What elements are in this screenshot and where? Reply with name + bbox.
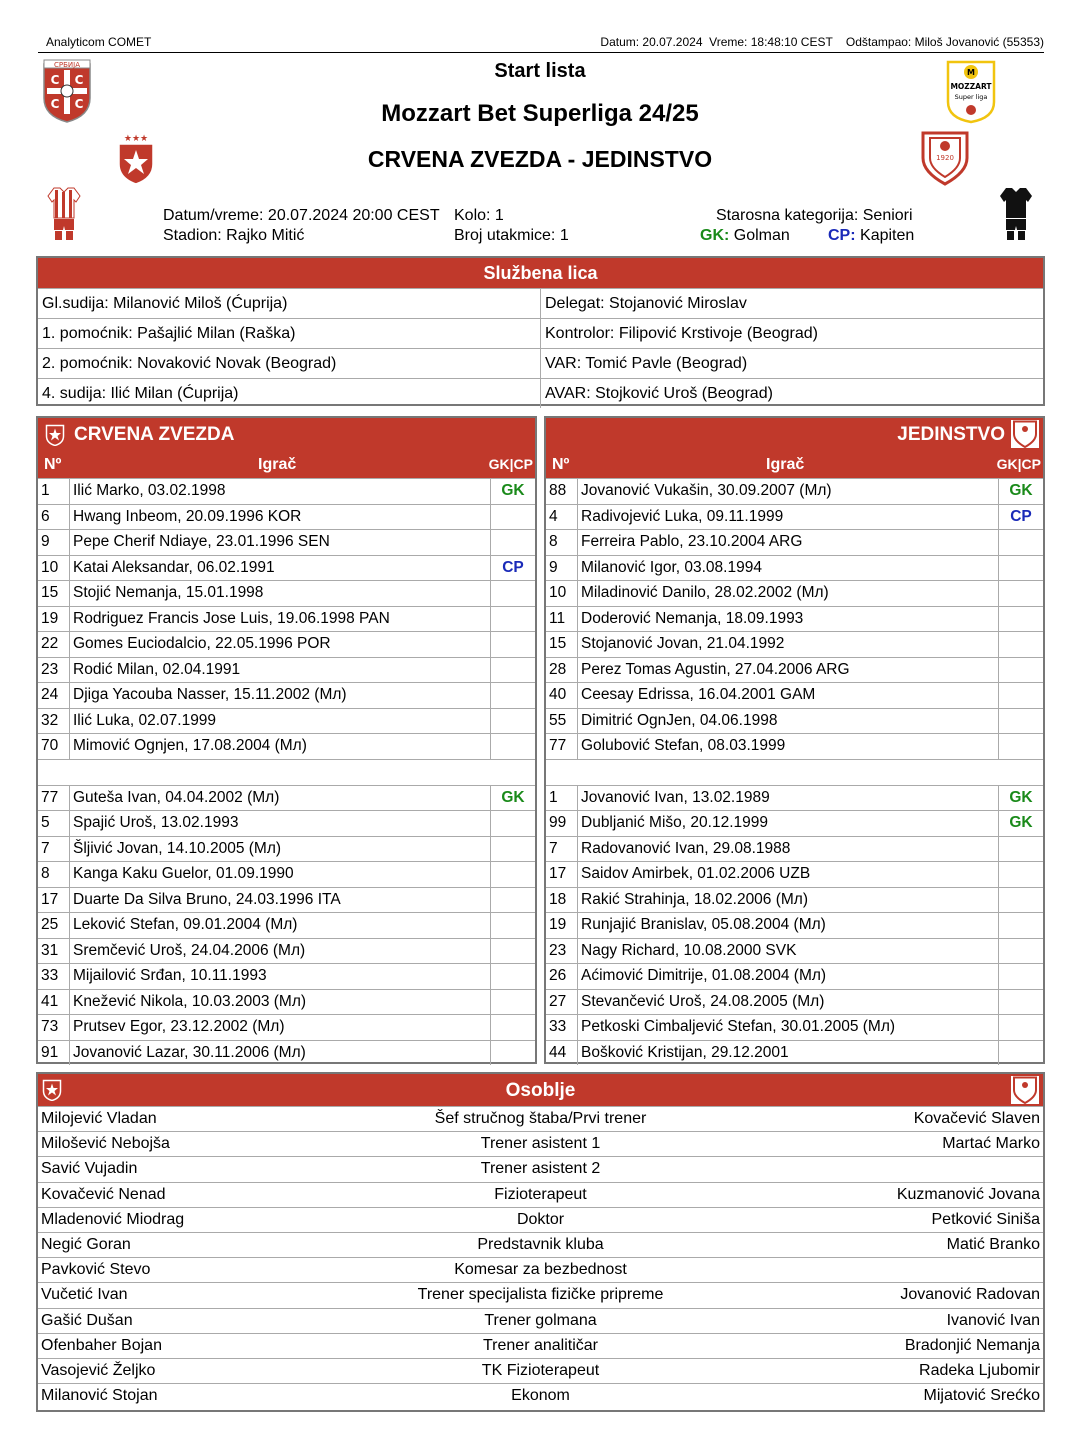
player-number: 99 xyxy=(546,811,578,837)
staff-role: Predstavnik kluba xyxy=(370,1232,712,1257)
player-name: Bošković Kristijan, 29.12.2001 xyxy=(578,1040,999,1065)
away-staff-name: Radeka Ljubomir xyxy=(711,1358,1043,1383)
player-number: 8 xyxy=(546,530,578,556)
staff-title: Osoblje xyxy=(505,1080,576,1101)
official-referee-cell: 4. sudija: Ilić Milan (Ćuprija) xyxy=(38,379,541,408)
match-round: Kolo: 1 xyxy=(454,207,504,224)
official-supervisor-cell: VAR: Tomić Pavle (Beograd) xyxy=(545,355,748,372)
away-staff-name: Ivanović Ivan xyxy=(711,1308,1043,1333)
home-staff-name: Gašić Dušan xyxy=(38,1308,370,1333)
player-number: 4 xyxy=(546,504,578,530)
player-name: Ilić Luka, 02.07.1999 xyxy=(70,708,491,734)
player-role-badge xyxy=(999,1040,1044,1065)
staff-role: Trener asistent 1 xyxy=(370,1132,712,1157)
player-row xyxy=(546,504,1043,530)
player-role-badge xyxy=(491,862,536,888)
player-row xyxy=(38,913,535,939)
staff-role: Trener analitičar xyxy=(370,1333,712,1358)
competition-title: Mozzart Bet Superliga 24/25 xyxy=(381,100,699,127)
player-role-badge xyxy=(491,1040,536,1065)
player-row xyxy=(38,785,535,811)
player-role-badge xyxy=(491,606,536,632)
player-row xyxy=(38,530,535,556)
cp-legend-label: Kapiten xyxy=(860,227,915,244)
player-row xyxy=(38,657,535,683)
home-team-crest-icon xyxy=(44,424,66,446)
player-number: 9 xyxy=(38,530,70,556)
crvena-zvezda-crest xyxy=(116,132,156,186)
player-name: Pepe Cherif Ndiaye, 23.01.1996 SEN xyxy=(70,530,491,556)
gk-legend xyxy=(700,226,790,246)
home-col-player: Igrač xyxy=(258,456,297,473)
official-supervisor-cell: Delegat: Stojanović Miroslav xyxy=(545,295,747,312)
player-role-badge xyxy=(999,683,1044,709)
svg-text:C: C xyxy=(50,73,60,87)
player-row xyxy=(38,606,535,632)
player-number: 15 xyxy=(38,581,70,607)
sponsor-name: MOZZART xyxy=(950,82,992,91)
player-number: 55 xyxy=(546,708,578,734)
staff-row xyxy=(38,1308,1043,1333)
player-row xyxy=(546,683,1043,709)
officials-row xyxy=(38,288,1043,318)
player-row xyxy=(546,785,1043,811)
player-row xyxy=(38,479,535,505)
away-col-role: GK|CP xyxy=(996,456,1041,472)
player-role-badge xyxy=(999,913,1044,939)
player-number: 33 xyxy=(546,1015,578,1041)
player-role-badge xyxy=(491,657,536,683)
player-name: Miladinović Danilo, 28.02.2002 (Mл) xyxy=(578,581,999,607)
player-row xyxy=(546,938,1043,964)
player-name: Spajić Uroš, 13.02.1993 xyxy=(70,811,491,837)
staff-header xyxy=(38,1074,1043,1106)
player-role-badge: GK xyxy=(491,479,536,505)
player-number: 77 xyxy=(38,785,70,811)
player-number: 70 xyxy=(38,734,70,760)
player-number: 18 xyxy=(546,887,578,913)
player-name: Rakić Strahinja, 18.02.2006 (Mл) xyxy=(578,887,999,913)
player-role-badge xyxy=(999,657,1044,683)
player-number: 19 xyxy=(38,606,70,632)
player-number: 91 xyxy=(38,1040,70,1065)
player-role-badge xyxy=(999,938,1044,964)
staff-row xyxy=(38,1107,1043,1132)
player-row xyxy=(38,504,535,530)
player-role-badge xyxy=(491,836,536,862)
player-number: 44 xyxy=(546,1040,578,1065)
staff-row xyxy=(38,1182,1043,1207)
bench-separator xyxy=(546,759,1043,785)
player-number: 22 xyxy=(38,632,70,658)
officials-row xyxy=(38,318,1043,348)
sponsor-league: Super liga xyxy=(954,93,988,101)
match-title: CRVENA ZVEZDA - JEDINSTVO xyxy=(367,146,713,172)
player-row xyxy=(38,555,535,581)
player-name: Prutsev Egor, 23.12.2002 (Mл) xyxy=(70,1015,491,1041)
player-role-badge xyxy=(491,581,536,607)
home-team-header xyxy=(38,418,535,478)
away-staff-name xyxy=(711,1258,1043,1283)
staff-home-crest-icon xyxy=(42,1079,62,1101)
player-role-badge: GK xyxy=(999,811,1044,837)
match-number: Broj utakmice: 1 xyxy=(454,227,569,244)
player-number: 5 xyxy=(38,811,70,837)
player-number: 23 xyxy=(546,938,578,964)
player-name: Sremčević Uroš, 24.04.2006 (Mл) xyxy=(70,938,491,964)
match-datetime: Datum/vreme: 20.07.2024 20:00 CEST xyxy=(163,207,440,224)
home-staff-name: Milojević Vladan xyxy=(38,1107,370,1132)
away-staff-name: Jovanović Radovan xyxy=(711,1283,1043,1308)
player-row xyxy=(546,1015,1043,1041)
officials-header: Službena lica xyxy=(38,258,1043,288)
home-staff-name: Pavković Stevo xyxy=(38,1258,370,1283)
player-name: Hwang Inbeom, 20.09.1996 KOR xyxy=(70,504,491,530)
player-number: 10 xyxy=(38,555,70,581)
player-number: 11 xyxy=(546,606,578,632)
player-role-badge: CP xyxy=(491,555,536,581)
home-staff-name: Savić Vujadin xyxy=(38,1157,370,1182)
player-name: Šljivić Jovan, 14.10.2005 (Mл) xyxy=(70,836,491,862)
staff-role: Doktor xyxy=(370,1207,712,1232)
player-row xyxy=(546,964,1043,990)
player-name: Nagy Richard, 10.08.2000 SVK xyxy=(578,938,999,964)
player-name: Jovanović Ivan, 13.02.1989 xyxy=(578,785,999,811)
player-number: 26 xyxy=(546,964,578,990)
player-role-badge xyxy=(999,836,1044,862)
away-staff-name: Kuzmanović Jovana xyxy=(711,1182,1043,1207)
player-number: 88 xyxy=(546,479,578,505)
age-category: Starosna kategorija: Seniori xyxy=(716,207,913,224)
player-row xyxy=(546,887,1043,913)
player-number: 32 xyxy=(38,708,70,734)
away-col-player: Igrač xyxy=(766,456,805,473)
player-number: 28 xyxy=(546,657,578,683)
staff-row xyxy=(38,1283,1043,1308)
away-team-name: JEDINSTVO xyxy=(897,424,1005,445)
player-row xyxy=(546,555,1043,581)
player-role-badge xyxy=(491,530,536,556)
svg-text:M: M xyxy=(967,68,975,77)
staff-role: Ekonom xyxy=(370,1384,712,1409)
cp-legend-abbr: CP: xyxy=(828,227,856,244)
player-name: Aćimović Dimitrije, 01.08.2004 (Mл) xyxy=(578,964,999,990)
player-row xyxy=(546,581,1043,607)
player-row xyxy=(546,657,1043,683)
player-name: Rodriguez Francis Jose Luis, 19.06.1998 PAN xyxy=(70,606,491,632)
official-supervisor-cell: AVAR: Stojković Uroš (Beograd) xyxy=(545,385,773,402)
staff-row xyxy=(38,1157,1043,1182)
player-number: 15 xyxy=(546,632,578,658)
player-row xyxy=(38,887,535,913)
player-role-badge xyxy=(999,989,1044,1015)
player-name: Jovanović Lazar, 30.11.2006 (Mл) xyxy=(70,1040,491,1065)
player-number: 7 xyxy=(38,836,70,862)
player-name: Ferreira Pablo, 23.10.2004 ARG xyxy=(578,530,999,556)
player-role-badge xyxy=(999,734,1044,760)
player-row xyxy=(38,862,535,888)
player-name: Ilić Marko, 03.02.1998 xyxy=(70,479,491,505)
svg-text:C: C xyxy=(50,97,60,111)
player-row xyxy=(38,708,535,734)
staff-role: Trener specijalista fizičke pripreme xyxy=(370,1283,712,1308)
away-staff-name: Bradonjić Nemanja xyxy=(711,1333,1043,1358)
official-referee-cell: 1. pomoćnik: Pašajlić Milan (Raška) xyxy=(38,319,541,348)
player-name: Dubljanić Mišo, 20.12.1999 xyxy=(578,811,999,837)
staff-row xyxy=(38,1384,1043,1409)
player-row xyxy=(38,989,535,1015)
player-number: 7 xyxy=(546,836,578,862)
home-col-role: GK|CP xyxy=(488,456,533,472)
player-name: Petkoski Cimbaljević Stefan, 30.01.2005 (Mл) xyxy=(578,1015,999,1041)
player-number: 8 xyxy=(38,862,70,888)
player-row xyxy=(546,913,1043,939)
system-name: Analyticom COMET xyxy=(46,35,152,49)
player-row xyxy=(546,811,1043,837)
player-name: Saidov Amirbek, 01.02.2006 UZB xyxy=(578,862,999,888)
svg-text:C: C xyxy=(74,73,84,87)
player-name: Kanga Kaku Guelor, 01.09.1990 xyxy=(70,862,491,888)
officials-row xyxy=(38,378,1043,408)
player-role-badge xyxy=(491,504,536,530)
player-name: Perez Tomas Agustin, 27.04.2006 ARG xyxy=(578,657,999,683)
player-row xyxy=(546,632,1043,658)
player-role-badge xyxy=(999,887,1044,913)
player-number: 23 xyxy=(38,657,70,683)
player-row xyxy=(546,530,1043,556)
player-row xyxy=(38,836,535,862)
player-name: Milanović Igor, 03.08.1994 xyxy=(578,555,999,581)
staff-role: Šef stručnog štaba/Prvi trener xyxy=(370,1107,712,1132)
player-name: Duarte Da Silva Bruno, 24.03.1996 ITA xyxy=(70,887,491,913)
away-kit-icon xyxy=(998,186,1034,242)
staff-row xyxy=(38,1358,1043,1383)
player-role-badge xyxy=(491,964,536,990)
player-role-badge xyxy=(491,1015,536,1041)
jedinstvo-crest xyxy=(920,130,970,186)
player-role-badge: GK xyxy=(999,785,1044,811)
player-row xyxy=(38,811,535,837)
player-role-badge xyxy=(999,606,1044,632)
player-number: 1 xyxy=(38,479,70,505)
player-number: 77 xyxy=(546,734,578,760)
staff-table xyxy=(36,1072,1045,1412)
player-number: 17 xyxy=(546,862,578,888)
player-number: 9 xyxy=(546,555,578,581)
official-supervisor-cell: Kontrolor: Filipović Krstivoje (Beograd) xyxy=(545,325,818,342)
player-role-badge: CP xyxy=(999,504,1044,530)
away-team-crest-icon xyxy=(1011,420,1039,448)
player-role-badge: GK xyxy=(999,479,1044,505)
player-role-badge xyxy=(491,734,536,760)
player-number: 1 xyxy=(546,785,578,811)
away-staff-name: Kovačević Slaven xyxy=(711,1107,1043,1132)
home-staff-name: Mladenović Miodrag xyxy=(38,1207,370,1232)
player-role-badge xyxy=(999,708,1044,734)
player-row xyxy=(38,581,535,607)
player-number: 17 xyxy=(38,887,70,913)
staff-row xyxy=(38,1232,1043,1257)
staff-role: Komesar za bezbednost xyxy=(370,1258,712,1283)
officials-row xyxy=(38,348,1043,378)
home-staff-name: Vasojević Željko xyxy=(38,1358,370,1383)
player-number: 10 xyxy=(546,581,578,607)
home-staff-name: Negić Goran xyxy=(38,1232,370,1257)
player-number: 19 xyxy=(546,913,578,939)
player-name: Radivojević Luka, 09.11.1999 xyxy=(578,504,999,530)
player-row xyxy=(38,734,535,760)
player-role-badge xyxy=(999,581,1044,607)
player-row xyxy=(546,606,1043,632)
player-number: 31 xyxy=(38,938,70,964)
player-name: Knežević Nikola, 10.03.2003 (Mл) xyxy=(70,989,491,1015)
player-name: Gomes Euciodalcio, 22.05.1996 POR xyxy=(70,632,491,658)
print-meta-bar xyxy=(38,34,1044,53)
player-name: Radovanović Ivan, 29.08.1988 xyxy=(578,836,999,862)
away-team-table xyxy=(544,416,1045,1064)
player-number: 27 xyxy=(546,989,578,1015)
player-name: Doderović Nemanja, 18.09.1993 xyxy=(578,606,999,632)
player-role-badge xyxy=(491,811,536,837)
player-role-badge xyxy=(491,683,536,709)
player-row xyxy=(38,964,535,990)
staff-row xyxy=(38,1132,1043,1157)
player-row xyxy=(546,989,1043,1015)
player-number: 41 xyxy=(38,989,70,1015)
player-name: Jovanović Vukašin, 30.09.2007 (Mл) xyxy=(578,479,999,505)
player-row xyxy=(546,479,1043,505)
home-staff-name: Ofenbaher Bojan xyxy=(38,1333,370,1358)
away-col-no: Nº xyxy=(552,456,570,473)
player-name: Mimović Ognjen, 17.08.2004 (Mл) xyxy=(70,734,491,760)
staff-row xyxy=(38,1333,1043,1358)
player-number: 73 xyxy=(38,1015,70,1041)
player-name: Mijailović Srđan, 10.11.1993 xyxy=(70,964,491,990)
player-row xyxy=(546,1040,1043,1065)
home-kit-icon xyxy=(46,186,82,242)
home-staff-name: Milošević Nebojša xyxy=(38,1132,370,1157)
cp-legend xyxy=(828,226,914,246)
svg-text:★★★: ★★★ xyxy=(123,134,149,144)
home-col-no: Nº xyxy=(44,456,62,473)
player-role-badge xyxy=(999,964,1044,990)
home-team-name: CRVENA ZVEZDA xyxy=(74,424,235,445)
player-name: Leković Stefan, 09.01.2004 (Mл) xyxy=(70,913,491,939)
player-role-badge xyxy=(999,530,1044,556)
player-name: Dimitrić OgnJen, 04.06.1998 xyxy=(578,708,999,734)
player-number: 24 xyxy=(38,683,70,709)
player-row xyxy=(38,1040,535,1065)
home-team-table xyxy=(36,416,537,1064)
player-name: Guteša Ivan, 04.04.2002 (Mл) xyxy=(70,785,491,811)
player-role-badge xyxy=(491,632,536,658)
staff-role: TK Fizioterapeut xyxy=(370,1358,712,1383)
player-name: Djiga Yacouba Nasser, 15.11.2002 (Mл) xyxy=(70,683,491,709)
jedinstvo-year: 1920 xyxy=(936,154,954,162)
player-role-badge xyxy=(999,862,1044,888)
fss-logo-text: СРБИЈА xyxy=(53,61,81,69)
officials-table xyxy=(36,256,1045,406)
away-staff-name: Matić Branko xyxy=(711,1232,1043,1257)
player-role-badge xyxy=(491,887,536,913)
player-row xyxy=(546,862,1043,888)
player-name: Stojić Nemanja, 15.01.1998 xyxy=(70,581,491,607)
away-staff-name: Mijatović Srećko xyxy=(711,1384,1043,1409)
player-row xyxy=(546,708,1043,734)
player-row xyxy=(546,836,1043,862)
player-role-badge xyxy=(491,989,536,1015)
away-team-header xyxy=(546,418,1043,478)
away-staff-name: Martać Marko xyxy=(711,1132,1043,1157)
player-number: 40 xyxy=(546,683,578,709)
gk-legend-abbr: GK: xyxy=(700,227,730,244)
player-name: Runjajić Branislav, 05.08.2004 (Mл) xyxy=(578,913,999,939)
staff-role: Fizioterapeut xyxy=(370,1182,712,1207)
player-name: Golubović Stefan, 08.03.1999 xyxy=(578,734,999,760)
player-row xyxy=(38,632,535,658)
player-name: Katai Aleksandar, 06.02.1991 xyxy=(70,555,491,581)
staff-role: Trener golmana xyxy=(370,1308,712,1333)
bench-separator xyxy=(38,759,535,785)
staff-role: Trener asistent 2 xyxy=(370,1157,712,1182)
svg-text:C: C xyxy=(74,97,84,111)
player-role-badge xyxy=(999,555,1044,581)
away-staff-name xyxy=(711,1157,1043,1182)
gk-legend-label: Golman xyxy=(733,227,790,244)
away-staff-name: Petković Siniša xyxy=(711,1207,1043,1232)
home-staff-name: Milanović Stojan xyxy=(38,1384,370,1409)
player-name: Stojanović Jovan, 21.04.1992 xyxy=(578,632,999,658)
home-staff-name: Kovačević Nenad xyxy=(38,1182,370,1207)
staff-row xyxy=(38,1258,1043,1283)
player-row xyxy=(546,734,1043,760)
player-role-badge xyxy=(491,938,536,964)
staff-row xyxy=(38,1207,1043,1232)
player-name: Stevančević Uroš, 24.08.2005 (Mл) xyxy=(578,989,999,1015)
page-title: Start lista xyxy=(494,60,586,82)
official-referee-cell: Gl.sudija: Milanović Miloš (Ćuprija) xyxy=(38,289,541,318)
official-referee-cell: 2. pomoćnik: Novaković Novak (Beograd) xyxy=(38,349,541,378)
player-row xyxy=(38,1015,535,1041)
player-role-badge xyxy=(491,708,536,734)
home-staff-name: Vučetić Ivan xyxy=(38,1283,370,1308)
player-role-badge xyxy=(999,1015,1044,1041)
player-row xyxy=(38,938,535,964)
player-number: 33 xyxy=(38,964,70,990)
player-number: 25 xyxy=(38,913,70,939)
player-name: Rodić Milan, 02.04.1991 xyxy=(70,657,491,683)
player-role-badge: GK xyxy=(491,785,536,811)
player-role-badge xyxy=(491,913,536,939)
player-number: 6 xyxy=(38,504,70,530)
player-name: Ceesay Edrissa, 16.04.2001 GAM xyxy=(578,683,999,709)
print-info: Datum: 20.07.2024 Vreme: 18:48:10 CEST Odštampao: Miloš Jovanović (55353) xyxy=(600,35,1044,49)
stadium: Stadion: Rajko Mitić xyxy=(163,227,305,244)
player-row xyxy=(38,683,535,709)
player-role-badge xyxy=(999,632,1044,658)
staff-away-crest-icon xyxy=(1011,1076,1039,1104)
